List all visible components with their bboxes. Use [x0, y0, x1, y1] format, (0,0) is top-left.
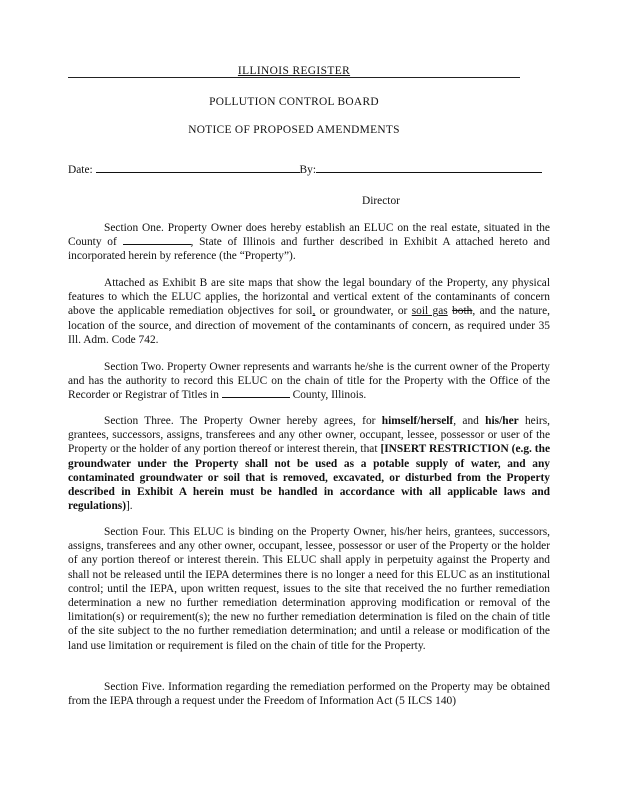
board-heading: POLLUTION CONTROL BOARD [209, 96, 379, 108]
signature-line [68, 162, 548, 177]
exhibit-b-paragraph: Attached as Exhibit B are site maps that show the legal boundary of the Property, any physical features to which the ELUC applies, the horizontal and vertical extent of the contaminants of concern above the applicable remediation objectives for soil, or groundwater, or soil gas both, and the nature, location of the source, and direction of movement of the contaminants of concern, as required under 35 Ill. Adm. Code 742. [68, 277, 550, 346]
director-label: Director [362, 195, 400, 207]
date-blank [96, 162, 300, 173]
notice-heading: NOTICE OF PROPOSED AMENDMENTS [188, 124, 400, 136]
section-one: Section One. Property Owner does hereby establish an ELUC on the real estate, situated in the County of , State of Illinois and further described in Exhibit A attached hereto and incorporated herein by reference (the “Property”). [68, 222, 550, 263]
register-heading: ILLINOIS REGISTER [237, 65, 351, 77]
by-label: By: [299, 164, 316, 176]
section-four: Section Four. This ELUC is binding on the Property Owner, his/her heirs, grantees, successors, assigns, transferees and any other owner, occupant, lessee, possessor or user of the Property or the holder of any portion thereof or interest therein. This ELUC shall apply in perpetuity against the Property and shall not be released until the IEPA determines there is no longer a need for this ELUC as an institutional control; until the IEPA, upon written request, issues to the site that received the no further remediation determination a new no further remediation determination approving modification or removal of the limitation(s) or requirement(s); the new no further remediation determination is filed on the chain of title of the site subject to the no further remediation determination; and until a release or modification of the land use limitation or requirement is filed on the chain of title for the Property. [68, 526, 550, 652]
section-three: Section Three. The Property Owner hereby agrees, for himself/herself, and his/her heirs, grantees, successors, assigns, transferees and any other owner, occupant, lessee, possessor or user of the Property or the holder of any portion thereof or interest therein, that [INSERT RESTRICTION (e.g. the groundwater under the Property shall not be used as a potable supply of water, and any contaminated groundwater or soil that is removed, excavated, or disturbed from the Property described in Exhibit A herein must be handled in accordance with all applicable laws and regulations)]. [68, 415, 550, 513]
county-blank [123, 235, 191, 245]
date-label: Date: [68, 164, 93, 176]
recorder-county-blank [222, 388, 290, 398]
header-rule [68, 77, 520, 78]
by-blank [316, 162, 542, 173]
section-two: Section Two. Property Owner represents and warrants he/she is the current owner of the Property and has the authority to record this ELUC on the chain of title for the Property with the Office of the Recorder or Registrar of Titles in County, Illinois. [68, 361, 550, 402]
section-five: Section Five. Information regarding the remediation performed on the Property may be obtained from the IEPA through a request under the Freedom of Information Act (5 ILCS 140) [68, 681, 550, 708]
